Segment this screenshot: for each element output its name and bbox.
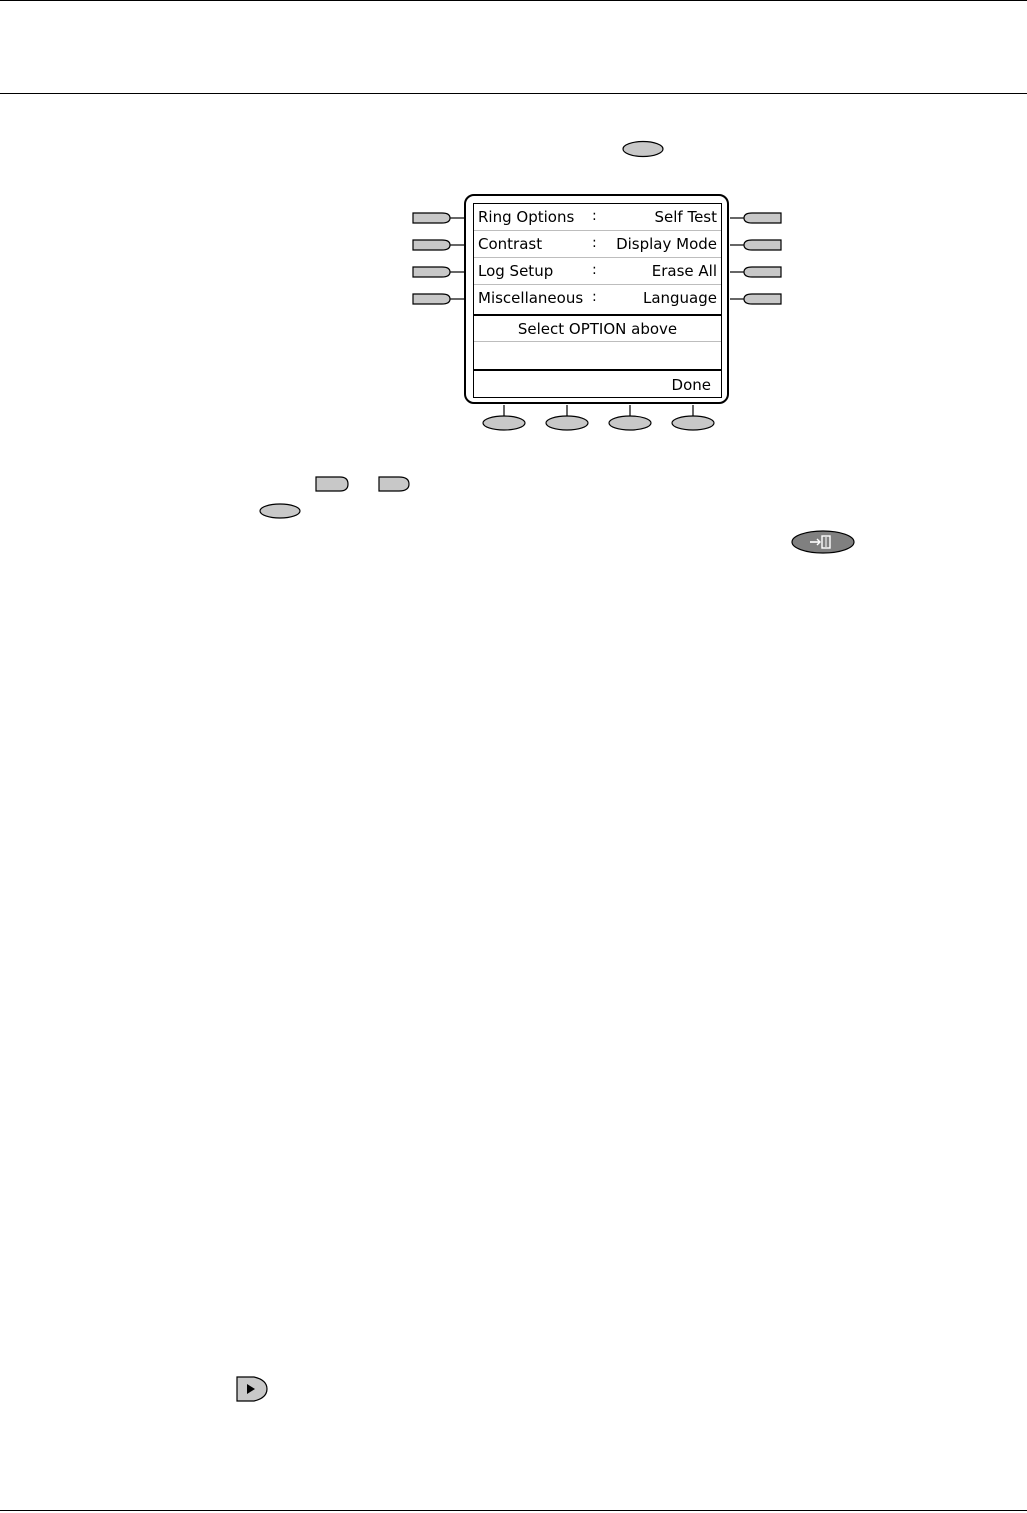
option-language[interactable]: Language [642, 289, 717, 307]
oval-softkey-icon [258, 502, 302, 520]
header-rule [0, 93, 1027, 94]
option-separator: : [592, 235, 597, 251]
option-display-mode[interactable]: Display Mode [616, 235, 717, 253]
right-display-key-icon[interactable] [730, 211, 782, 225]
softkey-button[interactable] [544, 405, 590, 431]
left-display-key-icon[interactable] [412, 292, 464, 306]
option-row [474, 204, 721, 231]
left-display-key-icon[interactable] [412, 265, 464, 279]
left-display-key-icon[interactable] [412, 238, 464, 252]
softkey-button[interactable] [670, 405, 716, 431]
softkey-button[interactable] [481, 405, 527, 431]
footer-rule [0, 1510, 1027, 1511]
option-ring-options[interactable]: Ring Options [478, 208, 575, 226]
option-erase-all[interactable]: Erase All [651, 262, 717, 280]
left-display-key-icon[interactable] [412, 211, 464, 225]
right-arrow-key-icon [234, 1375, 270, 1403]
option-row [474, 231, 721, 258]
right-display-key-icon[interactable] [730, 238, 782, 252]
right-display-key-icon [377, 475, 411, 493]
right-display-key-icon[interactable] [730, 292, 782, 306]
option-row [474, 285, 721, 312]
oval-softkey-icon [621, 139, 665, 159]
option-separator: : [592, 208, 597, 224]
display-screen [473, 203, 722, 398]
option-log-setup[interactable]: Log Setup [478, 262, 554, 280]
softkey-divider [474, 369, 721, 371]
option-separator: : [592, 262, 597, 278]
softkey-button[interactable] [607, 405, 653, 431]
option-contrast[interactable]: Contrast [478, 235, 543, 253]
option-separator: : [592, 289, 597, 305]
option-self-test[interactable]: Self Test [654, 208, 717, 226]
top-rule [0, 0, 1027, 1]
left-display-key-icon [314, 475, 350, 493]
right-display-key-icon[interactable] [730, 265, 782, 279]
exit-key-icon [790, 529, 856, 555]
option-row [474, 258, 721, 285]
option-miscellaneous[interactable]: Miscellaneous [478, 289, 584, 307]
softkey-done-label[interactable]: Done [671, 376, 711, 394]
prompt-text: Select OPTION above [474, 316, 721, 342]
